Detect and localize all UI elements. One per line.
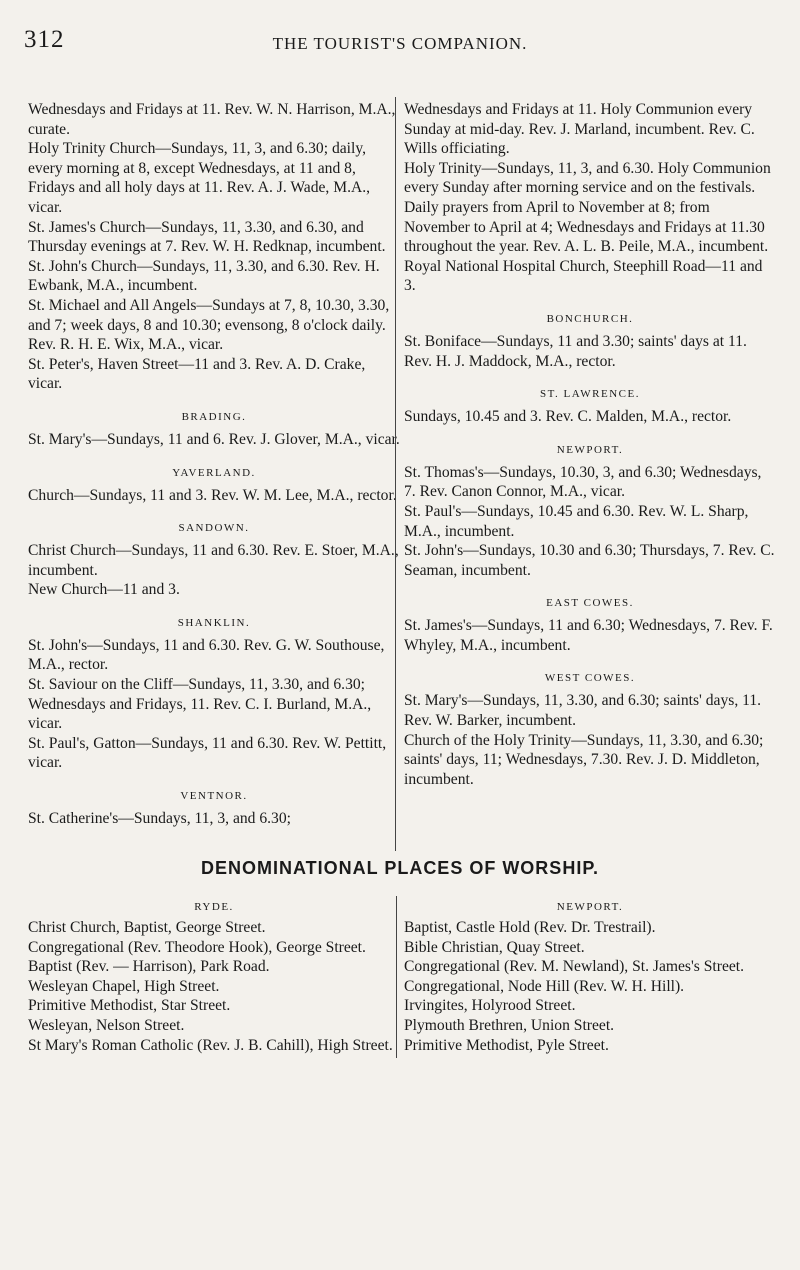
entry: Primitive Methodist, Star Street. — [28, 997, 231, 1015]
entry: Primitive Methodist, Pyle Street. — [404, 1036, 609, 1054]
running-title: THE TOURIST'S COMPANION. — [272, 34, 528, 53]
entry: St. Catherine's—Sundays, 11, 3, and 6.30; — [28, 810, 291, 828]
entry: St. John's Church—Sundays, 11, 3.30, and 6.30. Rev. H. Ewbank, M.A., incumbent. — [28, 257, 380, 295]
entry: Wednesdays and Fridays at 11. Holy Communion every Sunday at mid-day. Rev. J. Marland, incumbent. Rev. C. Wills officiating. — [404, 101, 755, 158]
denominational-heading: DENOMINATIONAL PLACES OF WORSHIP. — [200, 858, 600, 878]
entry: Church—Sundays, 11 and 3. Rev. W. M. Lee, M.A., rector. — [28, 486, 397, 504]
entry: Congregational, Node Hill (Rev. W. H. Hill). — [404, 977, 685, 995]
section-heading-shanklin: SHANKLIN. — [177, 616, 251, 629]
entry: Christ Church—Sundays, 11 and 6.30. Rev. E. Stoer, M.A., incumbent. — [28, 542, 399, 579]
entry: St. Paul's—Sundays, 10.45 and 6.30. Rev. W. L. Sharp, M.A., incumbent. — [404, 502, 749, 540]
entry: St. Boniface—Sundays, 11 and 3.30; saints' days at 11. Rev. H. J. Maddock, M.A., rector. — [404, 332, 747, 370]
section-heading-sandown: SANDOWN. — [178, 522, 250, 535]
section-heading-bonchurch: BONCHURCH. — [546, 312, 634, 325]
newport-denominational-column — [404, 900, 776, 1055]
section-heading-newport-denominational: NEWPORT. — [556, 901, 624, 913]
entry: Church of the Holy Trinity—Sundays, 11, 3.30, and 6.30; saints' days, 11; Wednesdays, 7.30. Rev. J. D. Middleton, incumbent. — [404, 731, 764, 788]
section-heading-west-cowes: WEST COWES. — [544, 672, 636, 685]
column-divider — [395, 97, 396, 851]
entry: St. James's Church—Sundays, 11, 3.30, and 6.30, and Thursday evenings at 7. Rev. W. H. Redknap, incumbent. — [28, 218, 386, 256]
section-heading-yaverland: YAVERLAND. — [172, 466, 256, 479]
entry: Bible Christian, Quay Street. — [404, 938, 585, 956]
entry: Christ Church, Baptist, George Street. — [28, 919, 266, 936]
entry: Baptist, Castle Hold (Rev. Dr. Trestrail). — [404, 919, 656, 936]
entry: Wesleyan Chapel, High Street. — [28, 977, 220, 995]
entry: Plymouth Brethren, Union Street. — [404, 1016, 615, 1034]
entry: Royal National Hospital Church, Steephill Road—11 and 3. — [404, 257, 763, 295]
entry: St. John's—Sundays, 11 and 6.30. Rev. G. W. Southouse, M.A., rector. — [28, 636, 385, 674]
entry: New Church—11 and 3. — [28, 581, 180, 599]
page-header — [20, 26, 780, 62]
entry: St Mary's Roman Catholic (Rev. J. B. Cahill), High Street. — [28, 1036, 393, 1054]
entry: St. Saviour on the Cliff—Sundays, 11, 3.30, and 6.30; Wednesdays and Fridays, 11. Rev. C. I. Burland, M.A., vicar. — [28, 676, 372, 733]
section-heading-ryde: RYDE. — [194, 901, 234, 913]
entry: Holy Trinity Church—Sundays, 11, 3, and 6.30; daily, every morning at 8, except Wednesdays, at 11 and 8, Fridays and all holy days at 11. Rev. A. J. Wade, M.A., vicar. — [28, 140, 371, 216]
section-heading-east-cowes: EAST COWES. — [546, 597, 634, 610]
entry: Irvingites, Holyrood Street. — [404, 997, 576, 1015]
section-heading-newport: NEWPORT. — [556, 443, 624, 456]
entry: Wesleyan, Nelson Street. — [28, 1016, 185, 1034]
entry: Baptist (Rev. — Harrison), Park Road. — [28, 958, 270, 976]
right-column — [404, 100, 776, 789]
section-heading-brading: BRADING. — [181, 410, 247, 423]
entry: St. Peter's, Haven Street—11 and 3. Rev. A. D. Crake, vicar. — [28, 355, 366, 393]
entry: Wednesdays and Fridays at 11. Rev. W. N. Harrison, M.A., curate. — [28, 101, 396, 138]
entry: St. Mary's—Sundays, 11, 3.30, and 6.30; saints' days, 11. Rev. W. Barker, incumbent. — [404, 692, 762, 730]
entry: St. John's—Sundays, 10.30 and 6.30; Thursdays, 7. Rev. C. Seaman, incumbent. — [404, 542, 775, 579]
ryde-column — [28, 900, 400, 1055]
entry: St. Mary's—Sundays, 11 and 6. Rev. J. Glover, M.A., vicar. — [28, 430, 400, 448]
entry: St. Thomas's—Sundays, 10.30, 3, and 6.30; Wednesdays, 7. Rev. Canon Connor, M.A., vicar. — [404, 463, 762, 501]
entry: St. Paul's, Gatton—Sundays, 11 and 6.30. Rev. W. Pettitt, vicar. — [28, 734, 387, 772]
entry: Sundays, 10.45 and 3. Rev. C. Malden, M.A., rector. — [404, 408, 732, 426]
left-column — [28, 100, 400, 829]
entry: St. James's—Sundays, 11 and 6.30; Wednesdays, 7. Rev. F. Whyley, M.A., incumbent. — [404, 617, 773, 654]
entry: Congregational (Rev. M. Newland), St. James's Street. — [404, 958, 745, 976]
entry: Holy Trinity—Sundays, 11, 3, and 6.30. Holy Communion every Sunday after morning service and on the festivals. Daily prayers from April to November at 8; from November to April at 4; Wednesdays and Fridays at 11.30 throughout the year. Rev. A. L. B. Peile, M.A., incumbent. — [404, 159, 771, 256]
entry: St. Michael and All Angels—Sundays at 7, 8, 10.30, 3.30, and 7; week days, 8 and 10.30; evensong, 8 o'clock daily. Rev. R. H. E. Wix, M.A., vicar. — [28, 296, 390, 354]
section-heading-ventnor: VENTNOR. — [180, 790, 248, 803]
page-number: 312 — [24, 26, 65, 53]
column-divider — [396, 896, 397, 1058]
section-heading-st-lawrence: ST. LAWRENCE. — [540, 388, 640, 401]
entry: Congregational (Rev. Theodore Hook), George Street. — [28, 938, 366, 956]
